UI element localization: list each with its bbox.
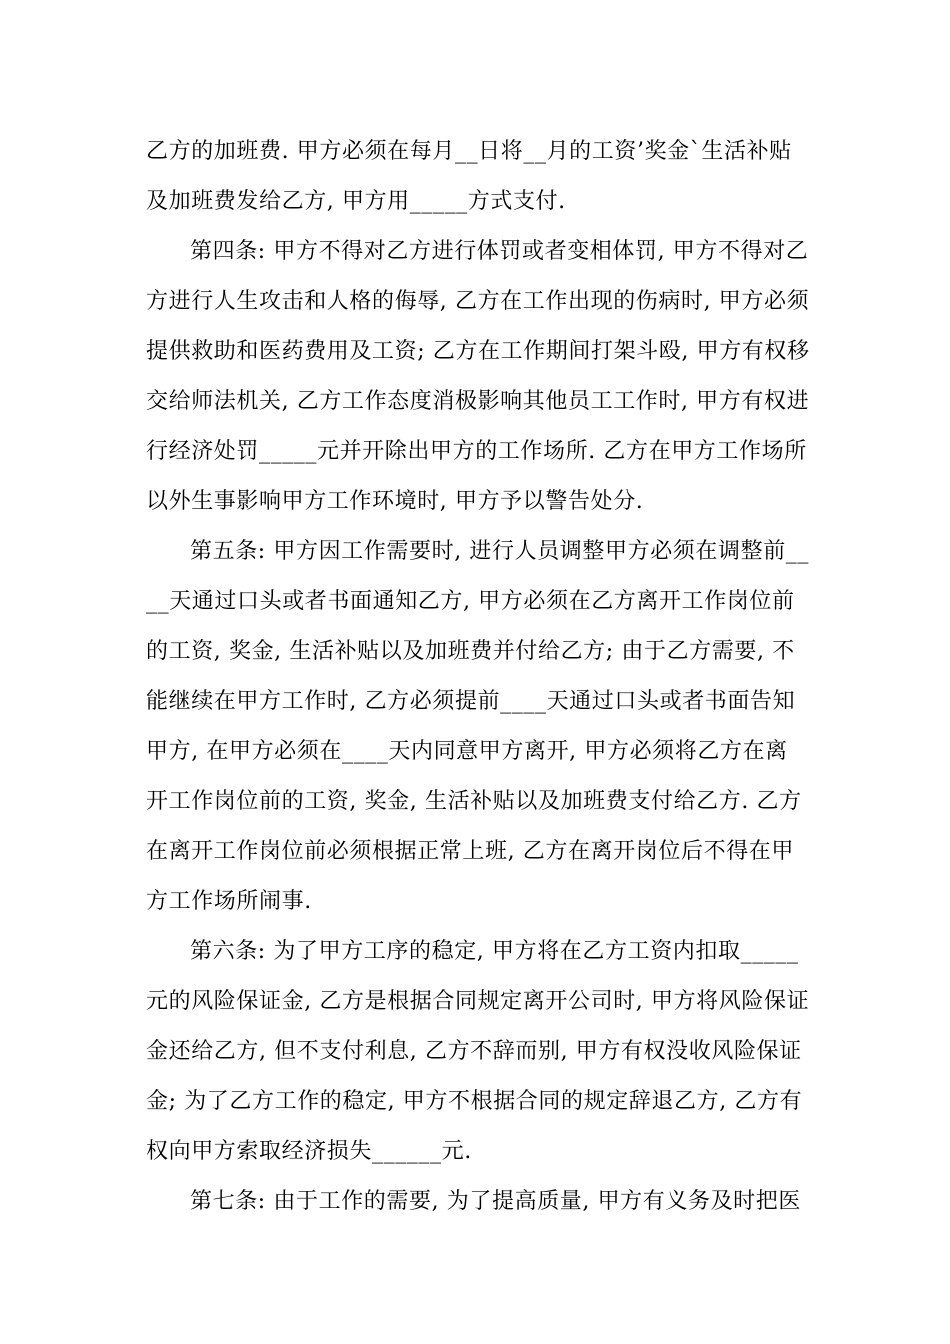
paragraph-article-6: 第六条: 为了甲方工序的稳定, 甲方将在乙方工资内扣取_____元的风险保证金, 乙方是根据合同规定离开公司时, 甲方将风险保证金还给乙方, 但不支付利息, 乙方不辞而别, 甲方有权没收风险保证金; 为了乙方工作的稳定, 甲方不根据合同的规定辞退乙方, 乙方有权向甲方索取经济损失______元.: [146, 939, 810, 1164]
contract-body: [146, 127, 810, 1227]
paragraph-overtime-pay: 乙方的加班费. 甲方必须在每月__日将__月的工资’奖金`生活补贴及加班费发给乙方, 甲方用_____方式支付.: [146, 139, 792, 214]
paragraph-article-5: 第五条: 甲方因工作需要时, 进行人员调整甲方必须在调整前____天通过口头或者书面通知乙方, 甲方必须在乙方离开工作岗位前的工资, 奖金, 生活补贴以及加班费并付给乙方; 由于乙方需要, 不能继续在甲方工作时, 乙方必须提前____天通过口头或者书面告知甲方, 在甲方必须在____天内同意甲方离开, 甲方必须将乙方在离开工作岗位前的工资, 奖金, 生活补贴以及加班费支付给乙方. 乙方在离开工作岗位前必须根据正常上班, 乙方在离开岗位后不得在甲方工作场所闹事.: [146, 539, 809, 914]
paragraph-article-7: 第七条: 由于工作的需要, 为了提高质量, 甲方有义务及时把医: [190, 1189, 801, 1214]
paragraph-article-4: 第四条: 甲方不得对乙方进行体罚或者变相体罚, 甲方不得对乙方进行人生攻击和人格的侮辱, 乙方在工作出现的伤病时, 甲方必须提供救助和医药费用及工资; 乙方在工作期间打架斗殴, 甲方有权移交给师法机关, 乙方工作态度消极影响其他员工工作时, 甲方有权进行经济处罚_____元并开除出甲方的工作场所. 乙方在甲方工作场所以外生事影响甲方工作环境时, 甲方予以警告处分.: [146, 239, 810, 514]
